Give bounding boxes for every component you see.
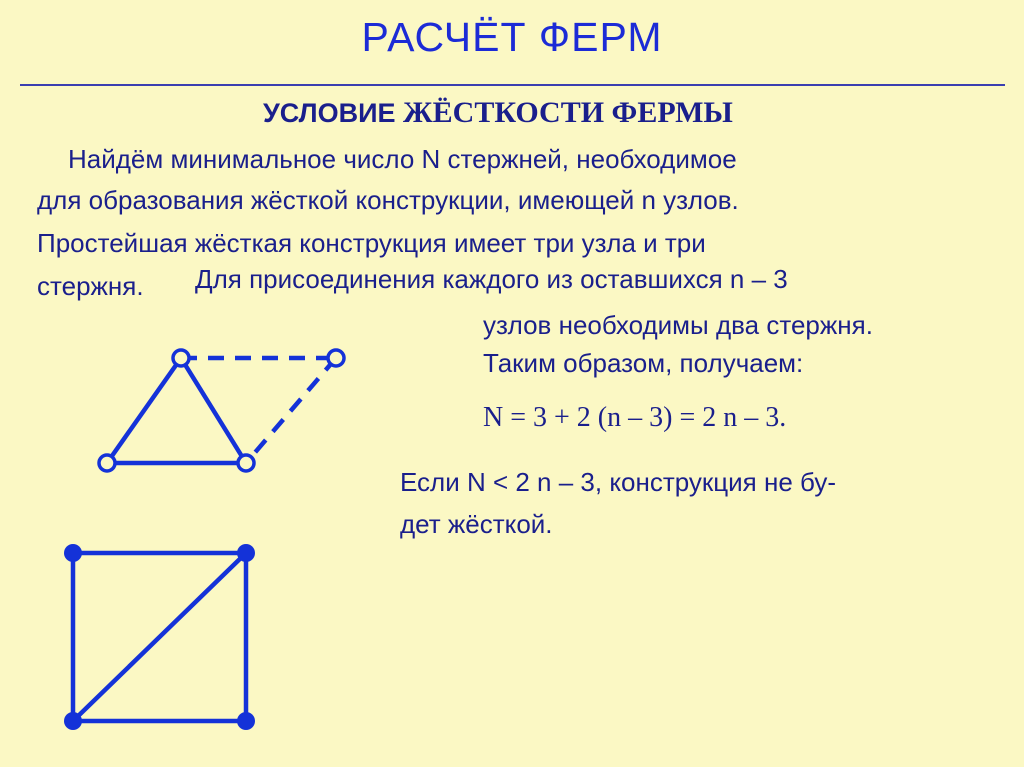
triangle-truss-nodes bbox=[99, 350, 344, 471]
paragraph-line-1: Найдём минимальное число N стержней, необходимое bbox=[68, 144, 737, 174]
truss-bar bbox=[107, 358, 181, 463]
rigidity-formula: N = 3 + 2 (n – 3) = 2 n – 3. bbox=[483, 402, 787, 433]
hinge-node bbox=[238, 455, 254, 471]
section-heading-rest: ЖЁСТКОСТИ ФЕРМЫ bbox=[402, 96, 733, 129]
triangle-truss-figure bbox=[107, 358, 336, 463]
truss-bar bbox=[181, 358, 246, 463]
paragraph-line-4a: стержня. bbox=[37, 271, 144, 301]
paragraph-line-3: Простейшая жёсткая конструкция имеет три узла и три bbox=[37, 228, 706, 258]
rigid-node bbox=[237, 544, 255, 562]
slide-title: РАСЧЁТ ФЕРМ bbox=[361, 14, 663, 60]
added-hinge-node bbox=[328, 350, 344, 366]
added-bar-dashed bbox=[246, 358, 336, 463]
paragraph-line-5: узлов необходимы два стержня. bbox=[483, 310, 873, 340]
hinge-node bbox=[173, 350, 189, 366]
paragraph-line-7: Если N < 2 n – 3, конструкция не бу- bbox=[400, 467, 837, 497]
rigid-node bbox=[64, 544, 82, 562]
rigid-node bbox=[237, 712, 255, 730]
paragraph-line-2: для образования жёсткой конструкции, имеющей n узлов. bbox=[37, 185, 739, 215]
hinge-node bbox=[99, 455, 115, 471]
paragraph-line-4b: Для присоединения каждого из оставшихся n – 3 bbox=[195, 264, 788, 294]
paragraph-line-8: дет жёсткой. bbox=[400, 509, 553, 539]
paragraph-line-6: Таким образом, получаем: bbox=[483, 348, 804, 378]
section-heading-prefix: УСЛОВИЕ bbox=[263, 98, 403, 128]
rigid-node bbox=[64, 712, 82, 730]
diagonal-bar bbox=[73, 553, 246, 721]
square-truss-figure bbox=[73, 553, 246, 721]
